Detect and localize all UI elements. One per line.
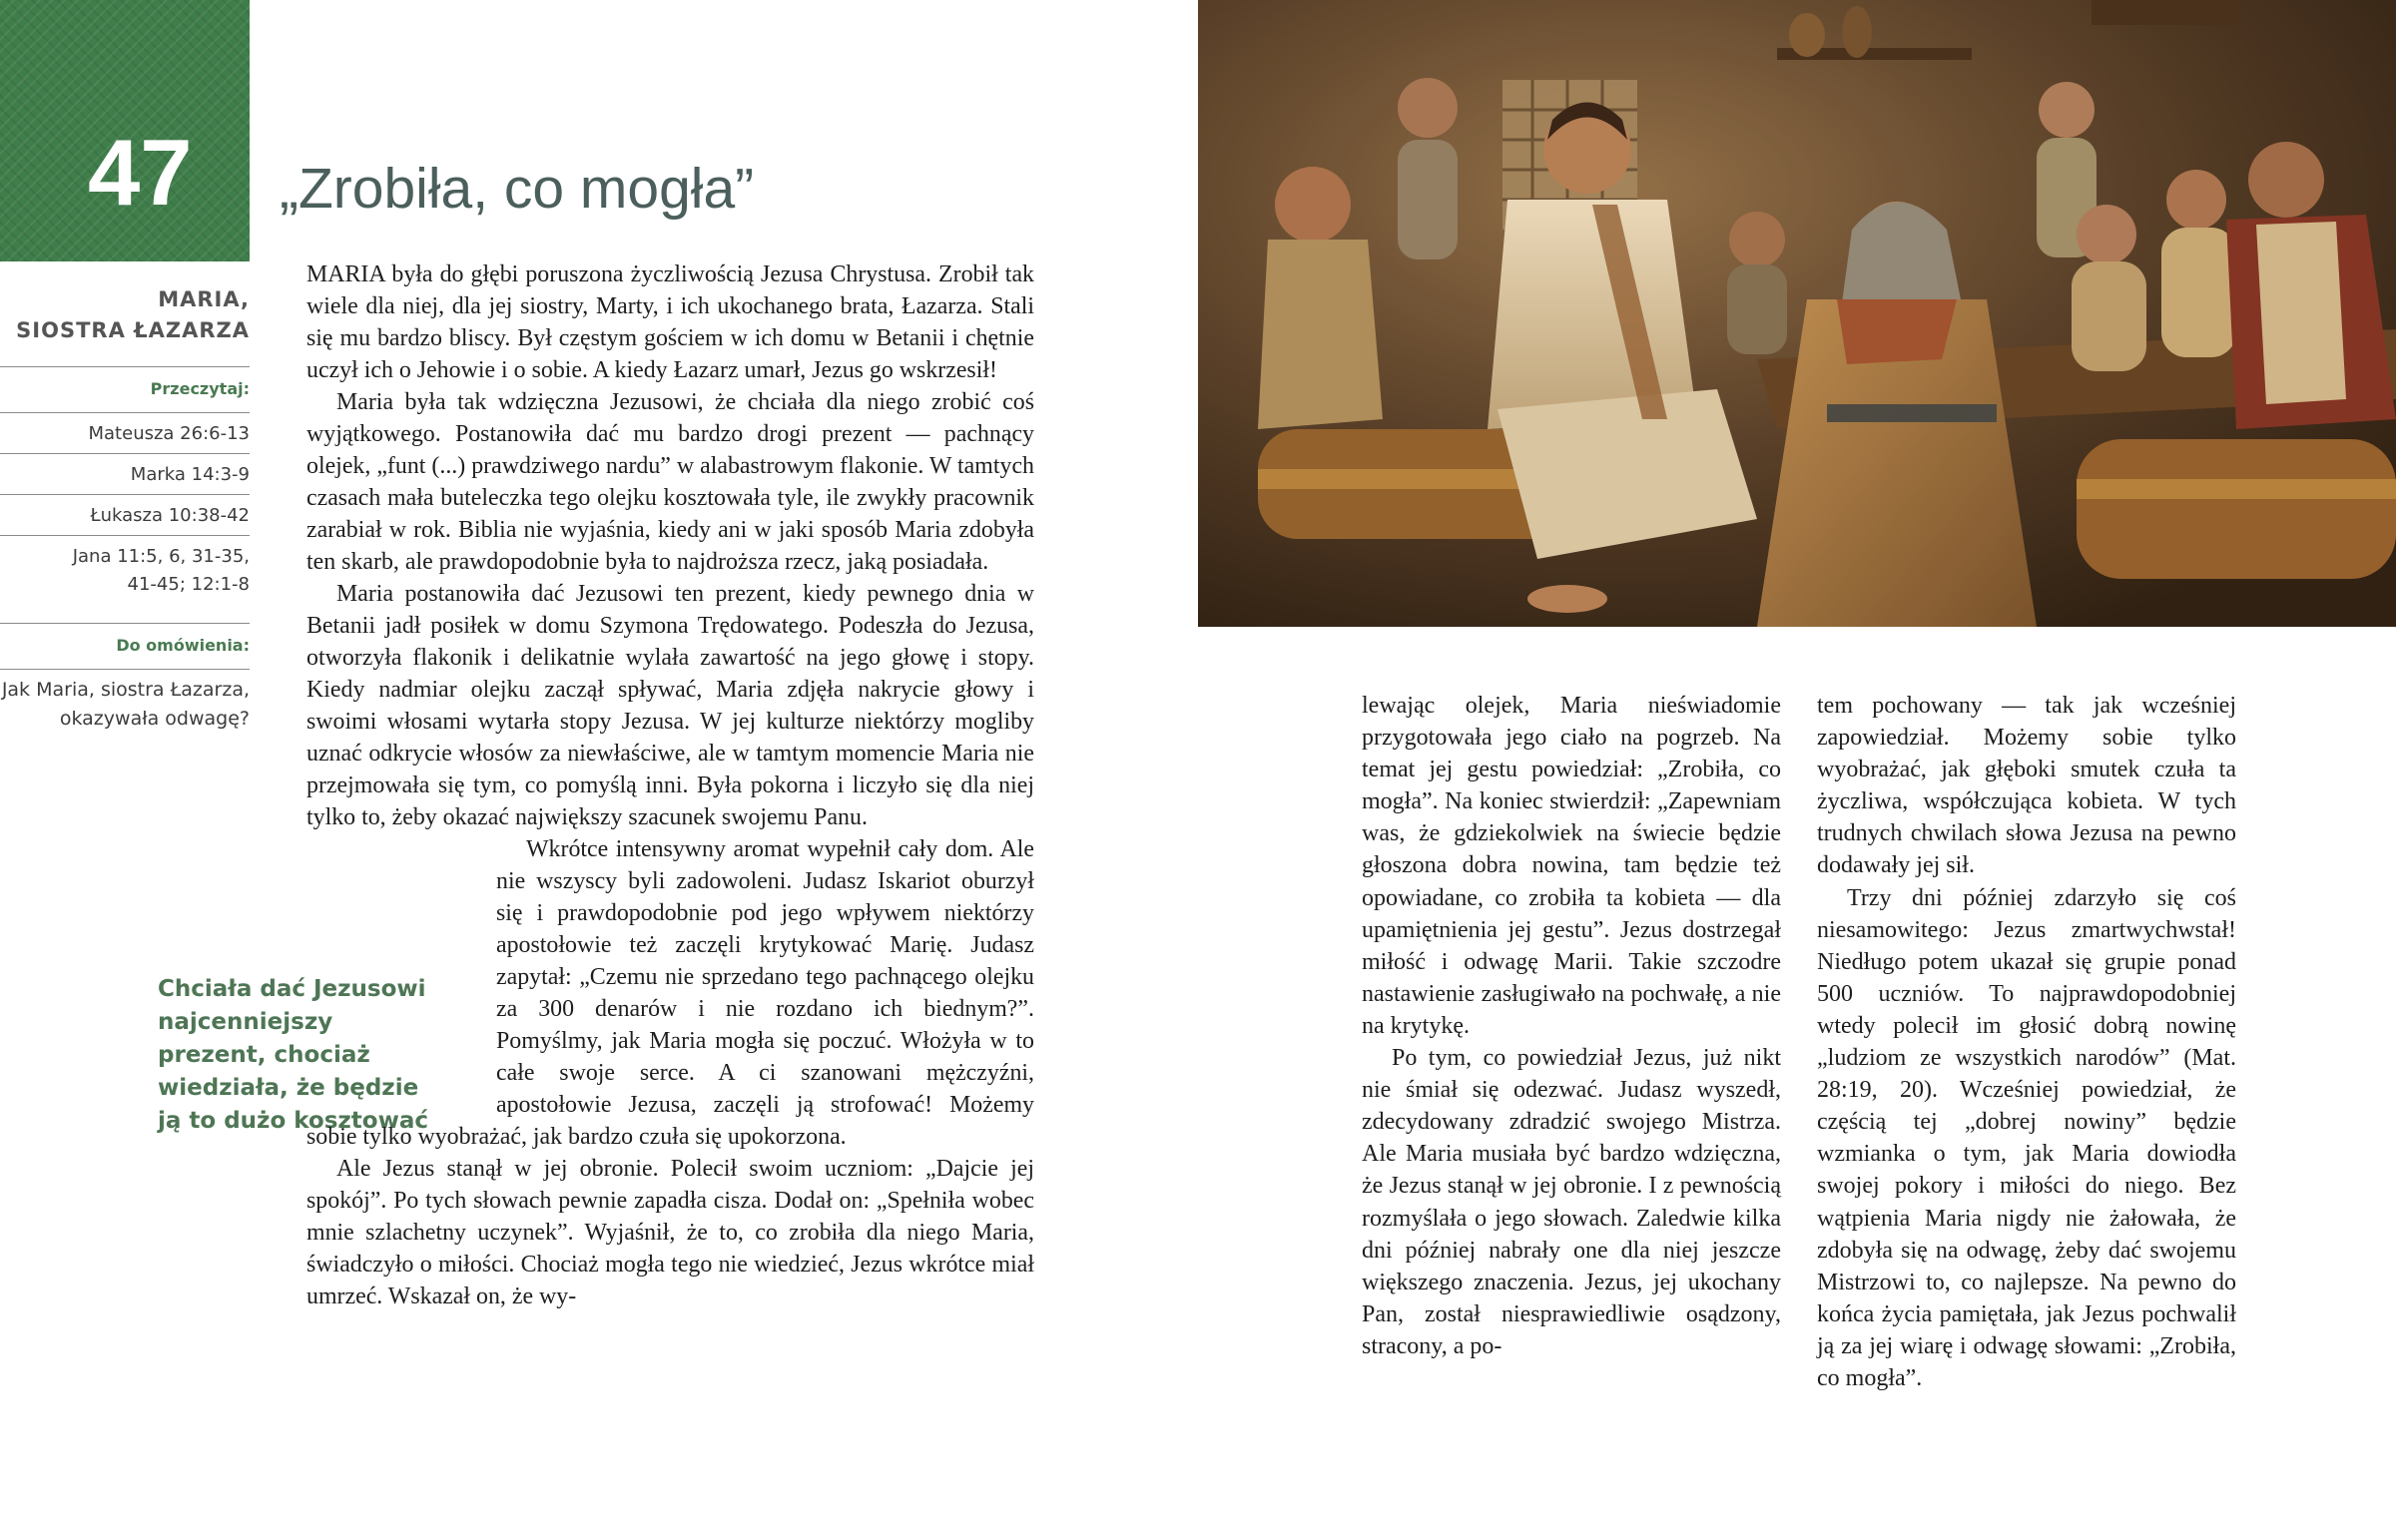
article-column-right-2 xyxy=(1817,690,2236,1394)
illustration-mary-anoints-jesus xyxy=(1198,0,2396,627)
chapter-title: „Zrobiła, co mogła” xyxy=(280,157,755,221)
chapter-number-block xyxy=(0,0,250,261)
article-column-right-1 xyxy=(1362,690,1781,1362)
paragraph: Wkrótce intensywny aromat wypełnił cały dom. Ale nie wszyscy byli zadowoleni. Judasz Iskariot oburzył się i prawdopodobnie pod jego wpływem niektórzy apostołowie też zaczęli krytykować Marię. Judasz zapytał: „Czemu nie sprzedano tego pachnącego olejku za 300 denarów i nie rozdano ich biednym?”. Pomyślmy, jak Maria mogła się poczuć. Włożyła w to całe swoje serce. A ci szanowani mężczyźni, apostołowie Jezusa, zaczęli ją strofować! Możemy sobie tylko wyobrażać, jak bardzo czuła się upokorzona. xyxy=(306,836,1034,1150)
paragraph: Trzy dni później zdarzyło się coś niesamowitego: Jezus zmartwychwstał! Niedługo potem ukazał się grupie ponad 500 uczniów. To najprawdopodobniej wtedy polecił im głosić dobrą nowinę „ludziom ze wszystkich narodów” (Mat. 28:19, 20). Wcześniej powiedział, że częścią tej „dobrej nowiny” będzie wzmianka o tym, jak Maria dowiodła swojej pokory i miłości do niego. Bez wątpienia Maria nigdy nie żałowała, że zdobyła się na odwagę, żeby dać swojemu Mistrzowi to, co najlepsze. Na pewno do końca życia pamiętała, jak Jezus pochwalił ją za jej wiarę i odwagę słowami: „Zrobiła, co mogła”. xyxy=(1817,884,2236,1391)
sidebar xyxy=(0,284,250,734)
paragraph: Maria postanowiła dać Jezusowi ten prezent, kiedy pewnego dnia w Betanii jadł posiłek w domu Szymona Trędowatego. Podeszła do Jezusa, otworzyła flakonik i delikatnie wylała zawartość na jego głowę i stopy. Kiedy nadmiar olejku zaczął spływać, Maria zdjęła nakrycie głowy i swoimi włosami wytarła stopy Jezusa. W jej kulturze niektórzy mogliby uznać odkrycie włosów za niewłaściwe, ale w tamtym momencie Maria nie przejmowała się tym, co pomyślą inni. Była pokorna i liczyło się dla niej tylko to, żeby okazać największy szacunek swojemu Panu. xyxy=(306,581,1034,830)
paragraph: tem pochowany — tak jak wcześniej zapowiedział. Możemy sobie tylko wyobrażać, jak głęboki smutek czuła ta życzliwa, współczująca kobieta. W tych trudnych chwilach słowa Jezusa na pewno dodawały jej sił. xyxy=(1817,693,2236,879)
discussion-question: Jak Maria, siostra Łazarza, okazywała odwagę? xyxy=(1,679,250,730)
paragraph: lewając olejek, Maria nieświadomie przygotowała jego ciało na pogrzeb. Na temat jej gestu powiedział: „Zrobiła, co mogła”. Na koniec stwierdził: „Zapewniam was, że gdziekolwiek na świecie będzie głoszona dobra nowina, tam będzie też opowiadane, co zrobiła ta kobieta — dla upamiętnienia jej gestu”. Jezus dostrzegał miłość i odwagę Marii. Takie szczodre nastawienie zasługiwało na pochwałę, a nie na krytykę. xyxy=(1362,693,1781,1039)
bible-reference: Łukasza 10:38-42 xyxy=(0,495,250,536)
chapter-number: 47 xyxy=(88,120,193,225)
article-column-left xyxy=(306,258,1034,1312)
character-name-line2: SIOSTRA ŁAZARZA xyxy=(16,318,250,342)
character-name-line1: MARIA, xyxy=(158,287,250,311)
discuss-label: Do omówienia: xyxy=(0,624,250,670)
paragraph: MARIA była do głębi poruszona życzliwością Jezusa Chrystusa. Zrobił tak wiele dla niej, dla jej siostry, Marty, i ich ukochanego brata, Łazarza. Stali się mu bardzo bliscy. Był częstym gościem w ich domu w Betanii i chętnie uczył ich o Jehowie i o sobie. A kiedy Łazarz umarł, Jezus go wskrzesił! xyxy=(306,261,1034,383)
paragraph: Ale Jezus stanął w jej obronie. Polecił swoim uczniom: „Dajcie jej spokój”. Po tych słowach pewnie zapadła cisza. Dodał on: „Spełniła wobec mnie szlachetny uczynek”. Wyjaśnił, że to, co zrobiła dla niego Maria, świadczyło o miłości. Chociaż mogła tego nie wiedzieć, Jezus wkrótce miał umrzeć. Wskazał on, że wy- xyxy=(306,1156,1034,1309)
bible-reference: Marka 14:3-9 xyxy=(0,454,250,495)
bible-reference-line1: Jana 11:5, 6, 31-35, xyxy=(72,546,250,567)
bible-reference xyxy=(0,536,250,624)
character-name xyxy=(0,284,250,367)
bible-reference-line2: 41-45; 12:1-8 xyxy=(127,574,250,595)
read-label: Przeczytaj: xyxy=(0,367,250,413)
paragraph: Po tym, co powiedział Jezus, już nikt nie śmiał się odezwać. Judasz wyszedł, zdecydowany zdradzić swojego Mistrza. Ale Maria musiała być bardzo wdzięczna, że Jezus stanął w jej obronie. I z pewnością rozmyślała o jego słowach. Zaledwie kilka dni później nabrały one dla niej jeszcze większego znaczenia. Jezus, jej ukochany Pan, został niesprawiedliwie osądzony, stracony, a po- xyxy=(1362,1045,1781,1359)
paragraph: Maria była tak wdzięczna Jezusowi, że chciała dla niego zrobić coś wyjątkowego. Postanowiła dać mu bardzo drogi prezent — pachnący olejek, „funt (...) prawdziwego nardu” w alabastrowym flakonie. W tamtych czasach mała buteleczka tego olejku kosztowała tyle, ile zwykły pracownik zarabiał w rok. Biblia nie wyjaśnia, kiedy ani w jaki sposób Maria zdobyła ten skarb, ale prawdopodobnie była to najdroższa rzecz, jaką posiadała. xyxy=(306,389,1034,575)
pull-quote: Chciała dać Jezusowi najcenniejszy prezent, chociaż wiedziała, że będzie ją to dużo kosztować xyxy=(158,976,429,1134)
bible-reference: Mateusza 26:6-13 xyxy=(0,413,250,454)
pull-quote-space xyxy=(306,833,496,1119)
